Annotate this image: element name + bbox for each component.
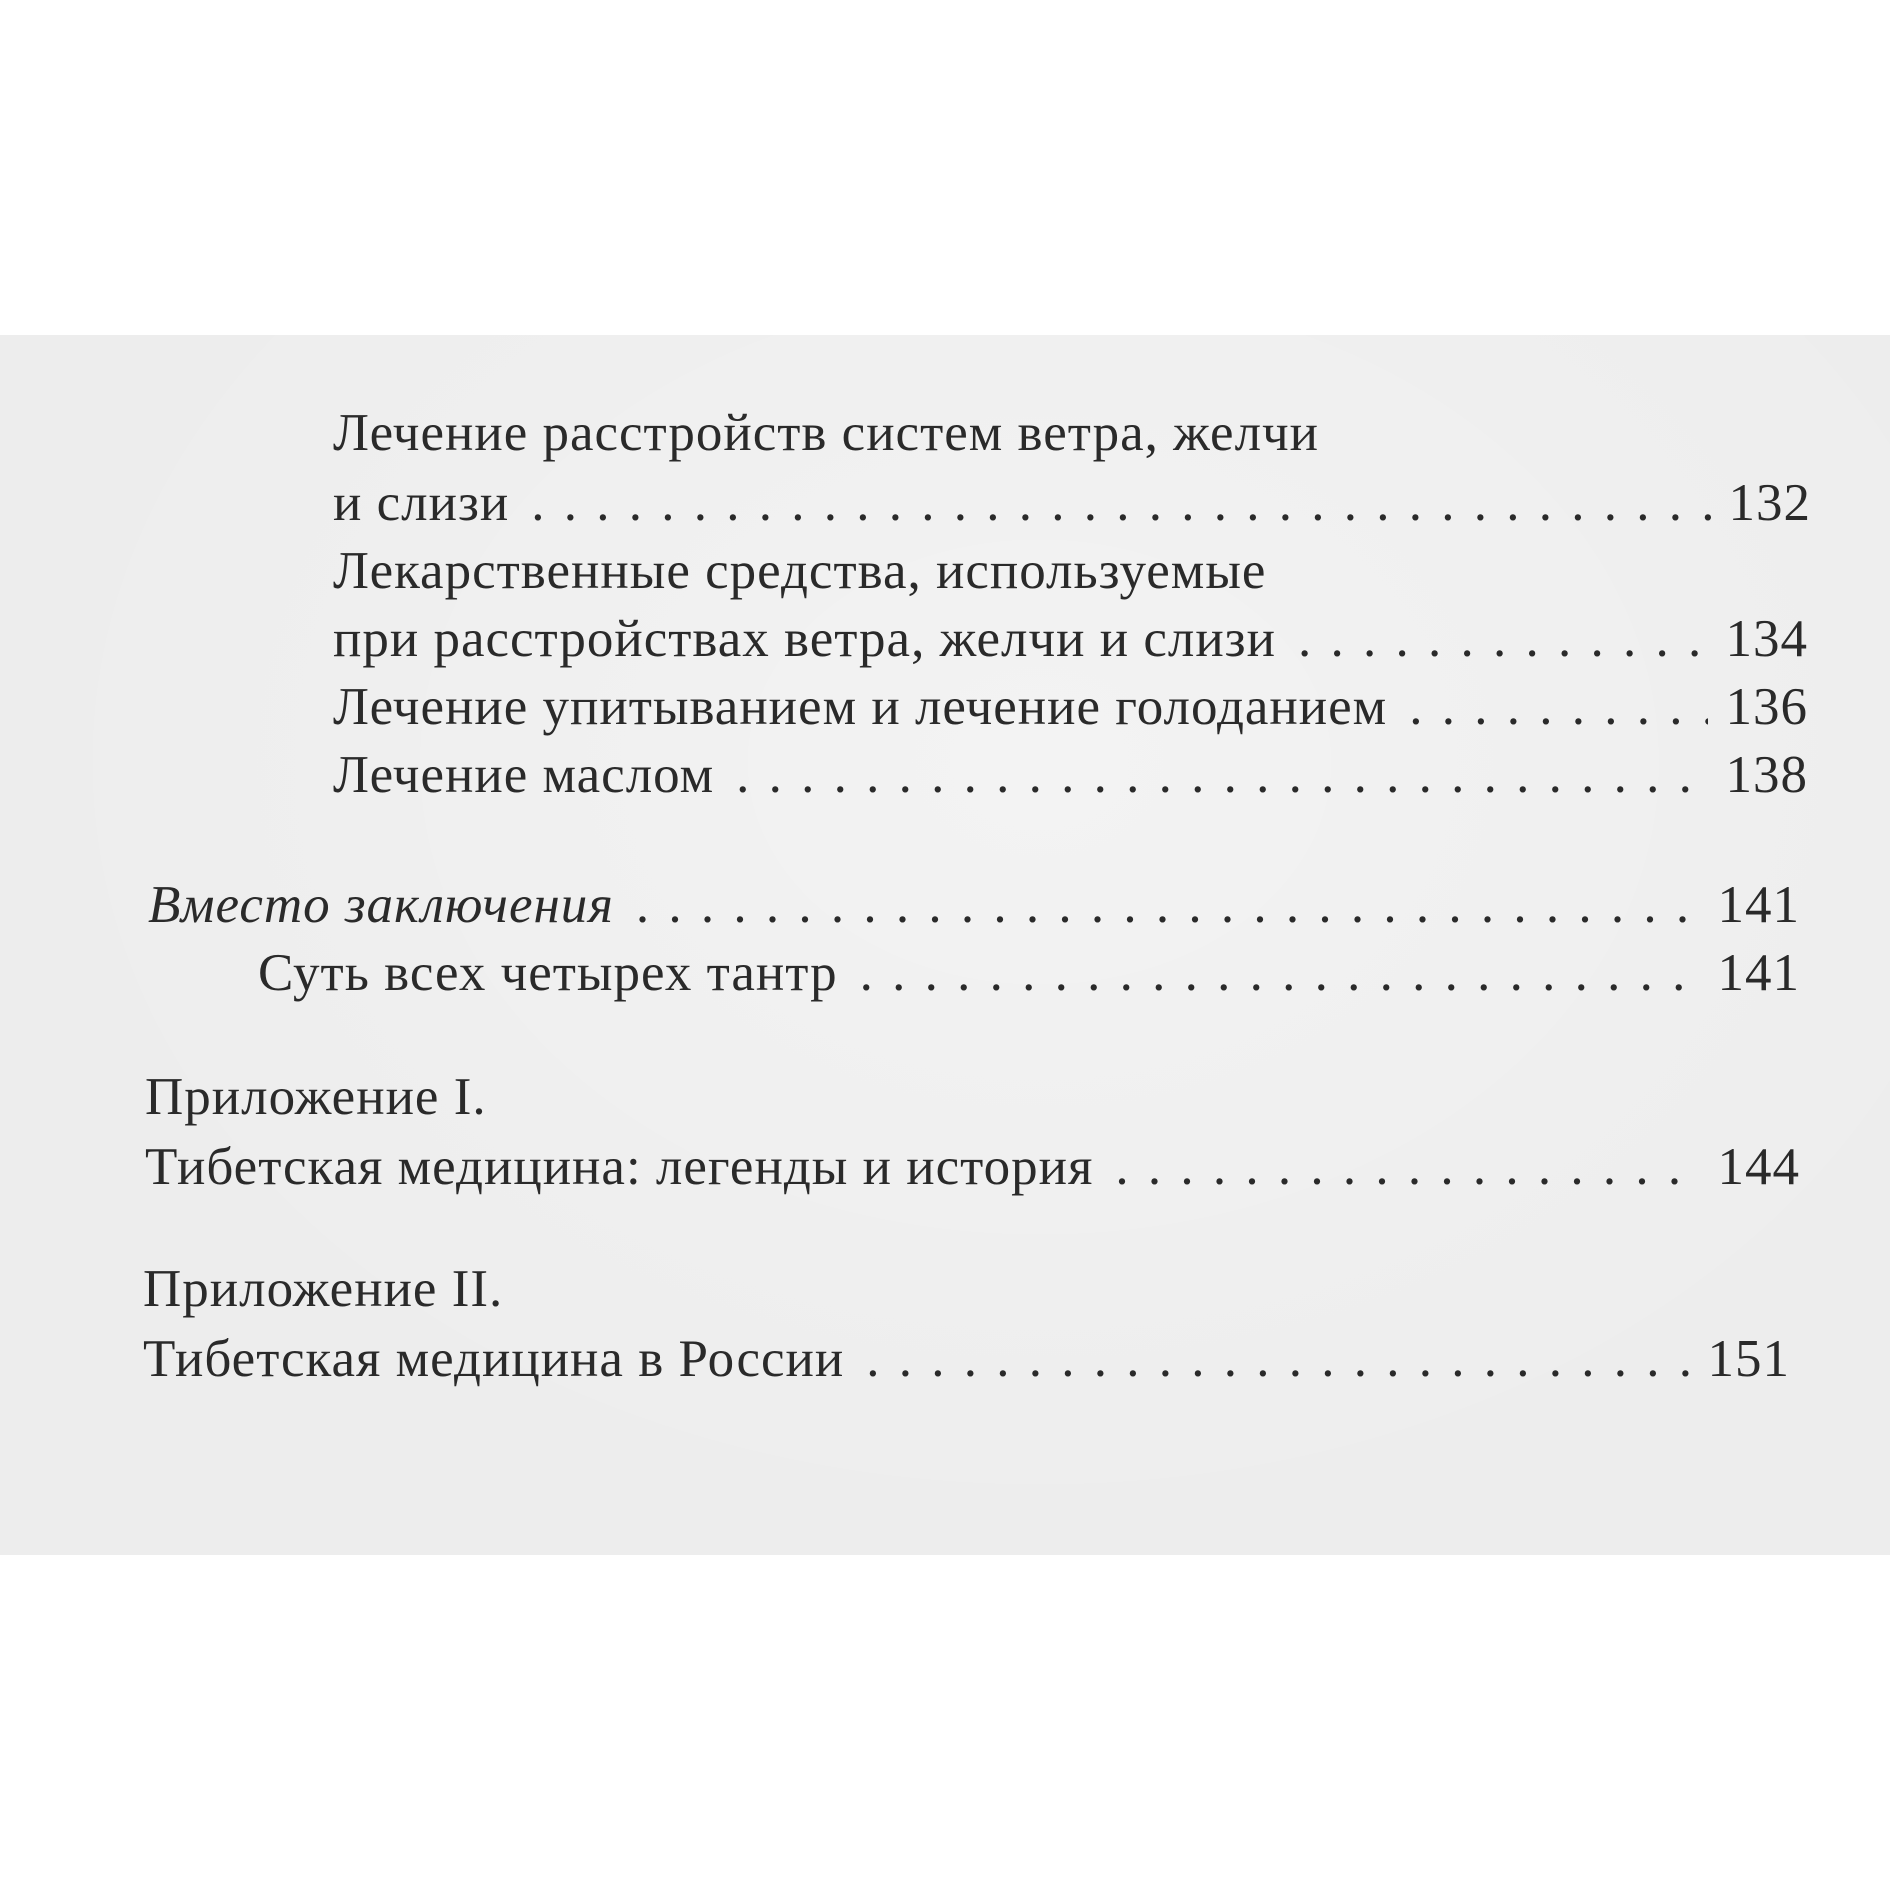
page-number: 151 xyxy=(1707,1330,1790,1388)
entry-title-line: Лекарственные средства, используемые xyxy=(333,542,1267,600)
entry-title: Лечение упитыванием и лечение голоданием xyxy=(333,678,1388,736)
page-number: 138 xyxy=(1725,746,1808,804)
toc-entry xyxy=(333,610,1808,668)
dot-leader xyxy=(1409,681,1707,734)
page-number: 132 xyxy=(1728,474,1811,532)
entry-title-line: и слизи xyxy=(333,474,510,532)
entry-title: Тибетская медицина: легенды и история xyxy=(145,1138,1094,1196)
entry-title: Суть всех четырех тантр xyxy=(258,944,838,1002)
page-number: 136 xyxy=(1725,678,1808,736)
toc-entry xyxy=(148,876,1800,934)
page-number: 144 xyxy=(1717,1138,1800,1196)
appendix-heading: Приложение II. xyxy=(143,1260,504,1318)
page-number: 141 xyxy=(1717,944,1800,1002)
entry-title-section: Вместо заключения xyxy=(148,876,614,934)
toc-entry xyxy=(143,1330,1790,1388)
entry-title-line: при расстройствах ветра, желчи и слизи xyxy=(333,610,1276,668)
page-number: 141 xyxy=(1717,876,1800,934)
toc-entry xyxy=(333,746,1808,804)
dot-leader xyxy=(1298,613,1708,666)
dot-leader xyxy=(531,477,1710,530)
toc-entry xyxy=(145,1068,487,1126)
toc-entry xyxy=(333,678,1808,736)
page-number: 134 xyxy=(1725,610,1808,668)
dot-leader xyxy=(860,947,1700,1000)
dot-leader xyxy=(1115,1141,1699,1194)
toc-entry xyxy=(145,1138,1800,1196)
toc-entry xyxy=(333,404,1320,462)
toc-entry xyxy=(333,474,1811,532)
toc-entry xyxy=(258,944,1800,1002)
appendix-heading: Приложение I. xyxy=(145,1068,487,1126)
dot-leader xyxy=(866,1333,1689,1386)
dot-leader xyxy=(636,879,1700,932)
toc-entry xyxy=(333,542,1267,600)
entry-title-line: Лечение расстройств систем ветра, желчи xyxy=(333,404,1320,462)
toc-entry xyxy=(143,1260,504,1318)
entry-title: Тибетская медицина в России xyxy=(143,1330,845,1388)
entry-title: Лечение маслом xyxy=(333,746,715,804)
book-page xyxy=(0,335,1890,1555)
dot-leader xyxy=(736,749,1707,802)
